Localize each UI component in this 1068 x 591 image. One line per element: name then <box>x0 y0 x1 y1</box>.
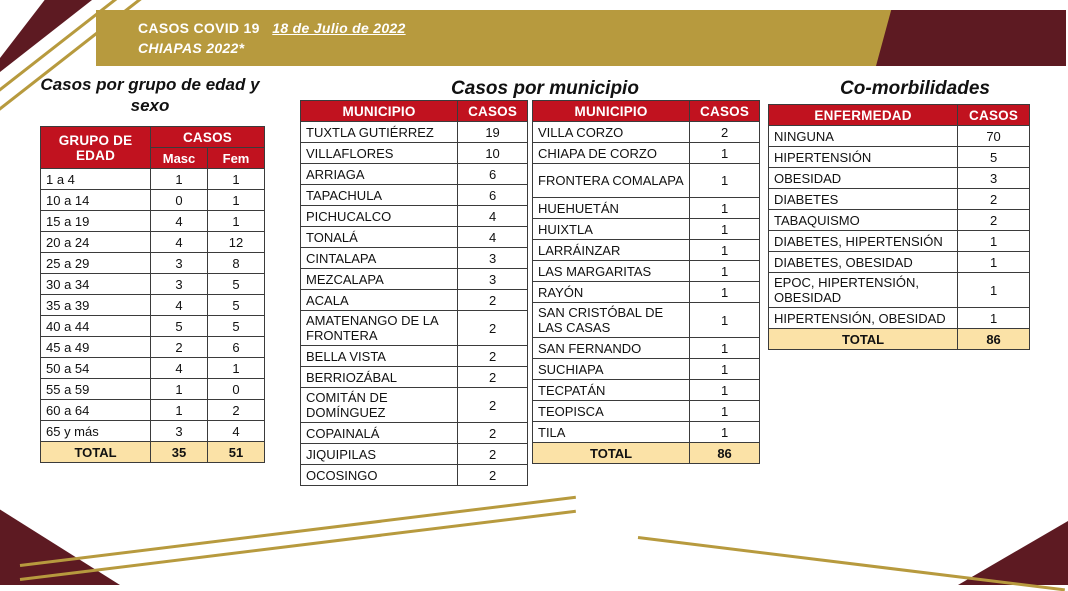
cell-grupo-edad: 25 a 29 <box>41 253 151 274</box>
cell-municipio: ACALA <box>301 290 458 311</box>
cell-casos: 1 <box>690 338 760 359</box>
cell-municipio: SAN FERNANDO <box>533 338 690 359</box>
cell-municipio: COMITÁN DE DOMÍNGUEZ <box>301 388 458 423</box>
table-row <box>301 143 528 164</box>
cell-municipio: SUCHIAPA <box>533 359 690 380</box>
cell-casos-masc: 1 <box>151 169 208 190</box>
cell-casos: 3 <box>958 168 1030 189</box>
table-row <box>769 308 1030 329</box>
cell-casos-masc: 1 <box>151 400 208 421</box>
cell-casos: 2 <box>958 189 1030 210</box>
cell-municipio: PICHUCALCO <box>301 206 458 227</box>
cell-casos: 19 <box>458 122 528 143</box>
cell-grupo-edad: 35 a 39 <box>41 295 151 316</box>
cell-casos-masc: 3 <box>151 253 208 274</box>
corner-decoration-bottom-left <box>0 493 120 585</box>
cell-casos: 3 <box>458 248 528 269</box>
table-row <box>41 253 265 274</box>
cell-grupo-edad: 65 y más <box>41 421 151 442</box>
cell-enfermedad: EPOC, HIPERTENSIÓN, OBESIDAD <box>769 273 958 308</box>
cell-casos-masc: 1 <box>151 379 208 400</box>
table-row <box>533 401 760 422</box>
table-casos-por-municipio-2 <box>532 100 760 464</box>
cell-enfermedad: DIABETES, OBESIDAD <box>769 252 958 273</box>
cell-municipio: HUIXTLA <box>533 219 690 240</box>
header-line-1: CASOS COVID 19 <box>138 20 260 36</box>
cell-casos: 1 <box>958 308 1030 329</box>
cell-casos: 2 <box>458 367 528 388</box>
cell-grupo-edad: 45 a 49 <box>41 337 151 358</box>
header-band-right <box>876 10 1066 66</box>
cell-casos: 4 <box>458 227 528 248</box>
table-row <box>301 465 528 486</box>
table-row <box>301 122 528 143</box>
cell-casos-fem: 0 <box>208 379 265 400</box>
column-header-fem: Fem <box>208 148 265 169</box>
column-header-casos: CASOS <box>151 127 265 148</box>
cell-grupo-edad: 60 a 64 <box>41 400 151 421</box>
table-comorbilidades <box>768 104 1030 350</box>
table-row <box>533 380 760 401</box>
table-row <box>769 126 1030 147</box>
cell-casos-fem: 5 <box>208 316 265 337</box>
cell-casos: 2 <box>458 444 528 465</box>
cell-casos: 2 <box>458 290 528 311</box>
table-row <box>769 252 1030 273</box>
table-row <box>301 444 528 465</box>
cell-total-masc: 35 <box>151 442 208 463</box>
cell-municipio: HUEHUETÁN <box>533 198 690 219</box>
cell-casos: 2 <box>458 311 528 346</box>
cell-municipio: LARRÁINZAR <box>533 240 690 261</box>
table-row <box>41 211 265 232</box>
table-row <box>533 303 760 338</box>
table-row <box>301 423 528 444</box>
table-row <box>41 421 265 442</box>
cell-municipio: BELLA VISTA <box>301 346 458 367</box>
cell-casos-masc: 4 <box>151 358 208 379</box>
table-row <box>533 338 760 359</box>
cell-grupo-edad: 55 a 59 <box>41 379 151 400</box>
table-row <box>769 189 1030 210</box>
cell-casos: 6 <box>458 185 528 206</box>
cell-casos-fem: 6 <box>208 337 265 358</box>
cell-casos-masc: 3 <box>151 274 208 295</box>
cell-casos: 1 <box>690 359 760 380</box>
table-row <box>41 169 265 190</box>
corner-decoration-bottom-right <box>958 505 1068 585</box>
table-row <box>41 316 265 337</box>
column-header-municipio: MUNICIPIO <box>301 101 458 122</box>
cell-municipio: TUXTLA GUTIÉRREZ <box>301 122 458 143</box>
cell-enfermedad: HIPERTENSIÓN <box>769 147 958 168</box>
cell-municipio: BERRIOZÁBAL <box>301 367 458 388</box>
cell-enfermedad: HIPERTENSIÓN, OBESIDAD <box>769 308 958 329</box>
cell-casos-masc: 4 <box>151 211 208 232</box>
cell-casos-masc: 3 <box>151 421 208 442</box>
header-date: 18 de Julio de 2022 <box>272 20 406 36</box>
cell-total-fem: 51 <box>208 442 265 463</box>
column-header-casos: CASOS <box>690 101 760 122</box>
table-row <box>533 359 760 380</box>
column-header-casos: CASOS <box>458 101 528 122</box>
column-header-masc: Masc <box>151 148 208 169</box>
cell-enfermedad: TABAQUISMO <box>769 210 958 231</box>
table-row <box>769 168 1030 189</box>
table-row <box>301 227 528 248</box>
table-row <box>301 311 528 346</box>
table-row-total <box>769 329 1030 350</box>
cell-casos: 70 <box>958 126 1030 147</box>
cell-casos: 1 <box>958 273 1030 308</box>
cell-municipio: TAPACHULA <box>301 185 458 206</box>
gold-accent-line <box>20 510 576 581</box>
table-row <box>301 248 528 269</box>
gold-accent-line <box>20 496 576 567</box>
cell-casos-masc: 0 <box>151 190 208 211</box>
table-row <box>533 282 760 303</box>
cell-grupo-edad: 15 a 19 <box>41 211 151 232</box>
cell-casos: 2 <box>958 210 1030 231</box>
cell-casos-fem: 8 <box>208 253 265 274</box>
cell-enfermedad: DIABETES <box>769 189 958 210</box>
cell-casos: 1 <box>690 143 760 164</box>
cell-casos: 6 <box>458 164 528 185</box>
cell-casos-fem: 1 <box>208 190 265 211</box>
cell-casos: 1 <box>690 240 760 261</box>
cell-casos-fem: 1 <box>208 358 265 379</box>
cell-casos: 1 <box>690 380 760 401</box>
cell-casos-fem: 1 <box>208 211 265 232</box>
cell-enfermedad: DIABETES, HIPERTENSIÓN <box>769 231 958 252</box>
cell-casos-fem: 1 <box>208 169 265 190</box>
table-row <box>533 219 760 240</box>
table-row <box>301 164 528 185</box>
table-row-total <box>41 442 265 463</box>
cell-casos-masc: 2 <box>151 337 208 358</box>
cell-grupo-edad: 50 a 54 <box>41 358 151 379</box>
cell-municipio: LAS MARGARITAS <box>533 261 690 282</box>
cell-casos-fem: 5 <box>208 274 265 295</box>
column-header-enfermedad: ENFERMEDAD <box>769 105 958 126</box>
cell-municipio: AMATENANGO DE LA FRONTERA <box>301 311 458 346</box>
cell-grupo-edad: 1 a 4 <box>41 169 151 190</box>
cell-casos: 1 <box>690 164 760 198</box>
cell-municipio: TEOPISCA <box>533 401 690 422</box>
cell-casos-masc: 4 <box>151 232 208 253</box>
cell-casos: 1 <box>690 198 760 219</box>
table-row <box>41 232 265 253</box>
cell-casos: 2 <box>458 346 528 367</box>
table-row <box>41 337 265 358</box>
cell-casos-fem: 2 <box>208 400 265 421</box>
table-row <box>301 367 528 388</box>
table-row <box>533 143 760 164</box>
table-row <box>301 388 528 423</box>
cell-casos: 5 <box>958 147 1030 168</box>
table-row <box>301 346 528 367</box>
table-row <box>301 269 528 290</box>
cell-casos-fem: 5 <box>208 295 265 316</box>
cell-municipio: COPAINALÁ <box>301 423 458 444</box>
section-title-comorbilidades: Co-morbilidades <box>840 78 990 99</box>
cell-casos: 2 <box>458 465 528 486</box>
cell-total-casos: 86 <box>958 329 1030 350</box>
table-row <box>769 231 1030 252</box>
table-row <box>769 273 1030 308</box>
cell-municipio: RAYÓN <box>533 282 690 303</box>
cell-municipio: CHIAPA DE CORZO <box>533 143 690 164</box>
cell-casos: 1 <box>690 261 760 282</box>
cell-total-casos: 86 <box>690 443 760 464</box>
cell-casos-fem: 12 <box>208 232 265 253</box>
table-casos-por-municipio-1 <box>300 100 528 486</box>
cell-casos: 1 <box>690 303 760 338</box>
cell-total-label: TOTAL <box>533 443 690 464</box>
cell-casos: 10 <box>458 143 528 164</box>
cell-casos: 1 <box>690 219 760 240</box>
cell-total-label: TOTAL <box>769 329 958 350</box>
cell-casos: 1 <box>690 422 760 443</box>
cell-casos-fem: 4 <box>208 421 265 442</box>
cell-grupo-edad: 20 a 24 <box>41 232 151 253</box>
cell-municipio: TILA <box>533 422 690 443</box>
cell-casos: 1 <box>958 231 1030 252</box>
cell-casos: 2 <box>690 122 760 143</box>
table-row <box>41 379 265 400</box>
cell-grupo-edad: 30 a 34 <box>41 274 151 295</box>
table-row <box>533 422 760 443</box>
cell-casos: 1 <box>958 252 1030 273</box>
table-row-total <box>533 443 760 464</box>
cell-municipio: TECPATÁN <box>533 380 690 401</box>
cell-municipio: OCOSINGO <box>301 465 458 486</box>
cell-municipio: FRONTERA COMALAPA <box>533 164 690 198</box>
cell-municipio: TONALÁ <box>301 227 458 248</box>
table-row <box>769 147 1030 168</box>
cell-grupo-edad: 40 a 44 <box>41 316 151 337</box>
column-header-casos: CASOS <box>958 105 1030 126</box>
table-row <box>301 290 528 311</box>
table-row <box>301 185 528 206</box>
table-row <box>533 261 760 282</box>
cell-municipio: CINTALAPA <box>301 248 458 269</box>
cell-municipio: MEZCALAPA <box>301 269 458 290</box>
table-row <box>533 122 760 143</box>
cell-enfermedad: NINGUNA <box>769 126 958 147</box>
cell-municipio: SAN CRISTÓBAL DE LAS CASAS <box>533 303 690 338</box>
column-header-municipio: MUNICIPIO <box>533 101 690 122</box>
table-row <box>41 190 265 211</box>
table-row <box>41 274 265 295</box>
cell-casos: 1 <box>690 282 760 303</box>
cell-casos: 3 <box>458 269 528 290</box>
cell-grupo-edad: 10 a 14 <box>41 190 151 211</box>
cell-casos: 2 <box>458 423 528 444</box>
cell-municipio: VILLA CORZO <box>533 122 690 143</box>
cell-municipio: JIQUIPILAS <box>301 444 458 465</box>
header-line-2: CHIAPAS 2022* <box>138 40 245 56</box>
cell-casos: 2 <box>458 388 528 423</box>
table-row <box>769 210 1030 231</box>
table-row <box>41 358 265 379</box>
table-row <box>533 240 760 261</box>
cell-municipio: VILLAFLORES <box>301 143 458 164</box>
cell-enfermedad: OBESIDAD <box>769 168 958 189</box>
cell-casos-masc: 5 <box>151 316 208 337</box>
section-title-edad: Casos por grupo de edad y sexo <box>40 75 260 115</box>
table-row <box>533 164 760 198</box>
cell-casos-masc: 4 <box>151 295 208 316</box>
header-title <box>138 18 406 58</box>
cell-casos: 4 <box>458 206 528 227</box>
table-row <box>533 198 760 219</box>
table-row <box>41 400 265 421</box>
column-header-grupo-edad: GRUPO DE EDAD <box>41 127 151 169</box>
table-row <box>41 295 265 316</box>
table-row <box>301 206 528 227</box>
cell-casos: 1 <box>690 401 760 422</box>
cell-total-label: TOTAL <box>41 442 151 463</box>
section-title-municipio: Casos por municipio <box>451 78 639 99</box>
table-casos-por-edad <box>40 126 265 463</box>
cell-municipio: ARRIAGA <box>301 164 458 185</box>
